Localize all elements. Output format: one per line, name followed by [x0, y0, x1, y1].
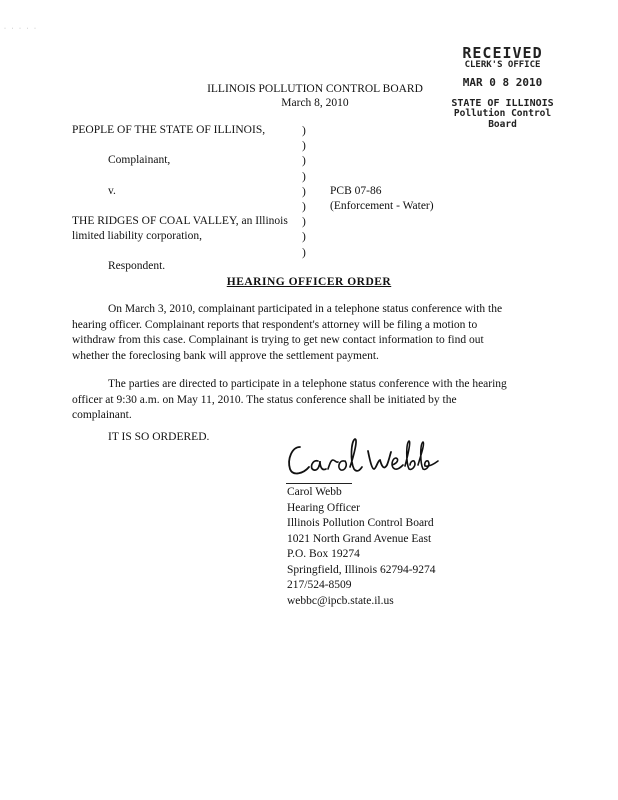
paragraph-line: On March 3, 2010, complainant participated in a telephone status conference with the — [108, 303, 503, 315]
board-name: ILLINOIS POLLUTION CONTROL BOARD — [207, 83, 423, 95]
signer-address: 1021 North Grand Avenue East — [287, 532, 432, 545]
signer-phone: 217/524-8509 — [287, 579, 352, 591]
stamp-clerks-office: CLERK'S OFFICE — [464, 60, 541, 70]
respondent-name: THE RIDGES OF COAL VALLEY, an Illinois — [72, 215, 288, 227]
closing-statement: IT IS SO ORDERED. — [108, 431, 210, 443]
received-stamp — [440, 44, 565, 130]
signer-email: webbc@ipcb.state.il.us — [287, 594, 394, 607]
paren: ) — [302, 231, 306, 244]
paragraph-line: withdraw from this case. Complainant is trying to get new contact information to find out — [72, 334, 484, 346]
paragraph-line: The parties are directed to participate in a telephone status conference with the hearing — [108, 378, 507, 390]
scan-artifact: · · · · · — [4, 26, 38, 32]
paren: ) — [302, 185, 306, 198]
paren: ) — [302, 125, 306, 137]
signature-block — [287, 485, 436, 609]
paragraph-line: hearing officer. Complainant reports that respondent's attorney will be filing a motion to — [72, 318, 478, 331]
paren: ) — [302, 170, 306, 183]
paragraph-line: whether the foreclosing bank will approve the settlement payment. — [72, 349, 379, 362]
signer-name: Carol Webb — [287, 486, 342, 498]
stamp-received: RECEIVED — [462, 44, 543, 62]
document-header — [185, 82, 445, 110]
stamp-state: STATE OF ILLINOIS — [451, 98, 554, 109]
paren: ) — [302, 155, 306, 168]
handwritten-signature — [284, 433, 444, 481]
signer-title: Hearing Officer — [287, 501, 360, 514]
paren: ) — [302, 140, 306, 153]
caption-parentheses — [302, 124, 306, 261]
paren: ) — [302, 201, 306, 214]
paren: ) — [302, 216, 306, 229]
respondent-description: limited liability corporation, — [72, 230, 202, 242]
order-paragraph-1 — [72, 302, 542, 364]
signer-po-box: P.O. Box 19274 — [287, 548, 360, 560]
complainant-label: Complainant, — [108, 154, 171, 166]
paragraph-line: complainant. — [72, 409, 132, 421]
respondent-label: Respondent. — [108, 260, 166, 272]
case-number: PCB 07-86 — [330, 185, 382, 197]
stamp-board: Pollution Control Board — [453, 108, 552, 130]
signer-organization: Illinois Pollution Control Board — [287, 517, 434, 529]
paren: ) — [302, 246, 306, 259]
signer-city: Springfield, Illinois 62794-9274 — [287, 563, 436, 576]
case-type: (Enforcement - Water) — [330, 200, 434, 212]
stamp-date: MAR 0 8 2010 — [462, 76, 543, 89]
plaintiff-name: PEOPLE OF THE STATE OF ILLINOIS, — [72, 124, 266, 136]
order-paragraph-2 — [72, 377, 542, 424]
order-title: HEARING OFFICER ORDER — [226, 276, 392, 288]
paragraph-line: officer at 9:30 a.m. on May 11, 2010. The status conference shall be initiated by the — [72, 393, 457, 406]
signature-line — [286, 483, 352, 484]
order-date: March 8, 2010 — [281, 97, 349, 109]
versus-label: v. — [108, 185, 116, 197]
